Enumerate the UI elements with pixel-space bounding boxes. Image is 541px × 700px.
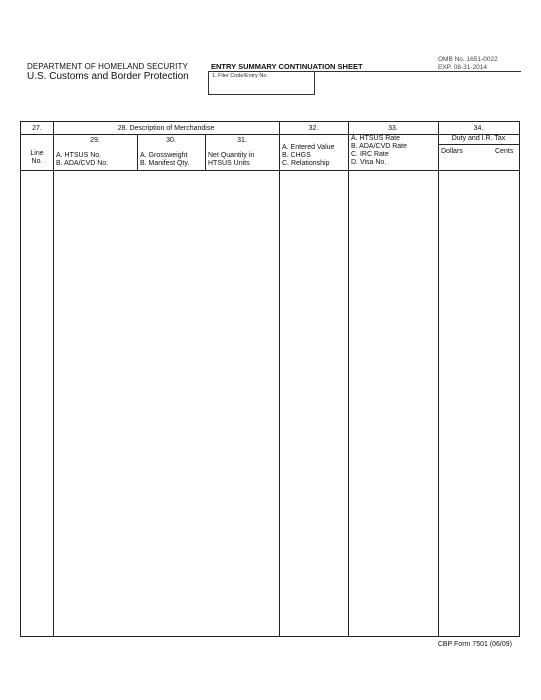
col-33-d: D. Visa No. (351, 159, 387, 166)
omb-block (438, 56, 498, 72)
rate-entry-area[interactable] (349, 171, 438, 636)
agency-name: U.S. Customs and Border Protection (27, 71, 189, 82)
col-33-number: 33. (388, 125, 398, 132)
col-29-b: B. ADA/CVD No. (56, 160, 109, 167)
rule-under-col-28 (53, 134, 279, 135)
rule-under-col-32 (279, 134, 348, 135)
col-32-a: A. Entered Value (282, 144, 335, 151)
form-number: CBP Form 7501 (06/09) (437, 641, 512, 648)
col-27-number: 27. (32, 125, 42, 132)
col-29-number: 29. (90, 137, 100, 144)
col-33-b: B. ADA/CVD Rate (351, 143, 408, 150)
duty-tax-entry-area[interactable] (439, 171, 519, 636)
col-31-number: 31. (237, 137, 247, 144)
col-30-b: B. Manifest Qty. (140, 160, 190, 167)
col-34-number: 34. (473, 125, 484, 132)
col-33-c: C. IRC Rate (351, 151, 389, 158)
omb-number: OMB No. 1651-0022 (438, 56, 498, 63)
col-27-line: Line (30, 150, 44, 157)
col-31-b: HTSUS Units (208, 160, 250, 167)
filer-code-entry-field[interactable] (208, 71, 315, 95)
col-30-a: A. Grossweight (140, 152, 188, 159)
col-34-cents: Cents (495, 148, 514, 155)
col-32-number: 32. (308, 125, 319, 132)
col-31-a: Net Quantity in (208, 152, 255, 159)
col-27-no: No. (31, 158, 43, 165)
col-28-title: 28. Description of Merchandise (117, 125, 215, 132)
description-entry-area[interactable] (54, 171, 279, 636)
entered-value-entry-area[interactable] (280, 171, 348, 636)
rule-under-col-34-title (438, 144, 519, 145)
rule-under-col-27 (21, 134, 53, 135)
col-34-title: Duty and I.R. Tax (451, 135, 506, 142)
col-32-b: B. CHGS (282, 152, 311, 159)
merchandise-table (20, 121, 520, 637)
filer-code-label: 1. Filer Code/Entry No. (212, 73, 268, 79)
col-32-c: C. Relationship (282, 160, 330, 167)
omb-expiration: EXP. 08-31-2014 (438, 64, 488, 71)
line-no-entry-area[interactable] (21, 171, 53, 636)
col-34-dollars: Dollars (441, 148, 463, 155)
col-29-a: A. HTSUS No. (56, 152, 102, 159)
department-name: DEPARTMENT OF HOMELAND SECURITY (27, 62, 188, 71)
form-title: ENTRY SUMMARY CONTINUATION SHEET (211, 62, 363, 71)
col-33-a: A. HTSUS Rate (351, 135, 401, 142)
col-30-number: 30. (166, 137, 176, 144)
